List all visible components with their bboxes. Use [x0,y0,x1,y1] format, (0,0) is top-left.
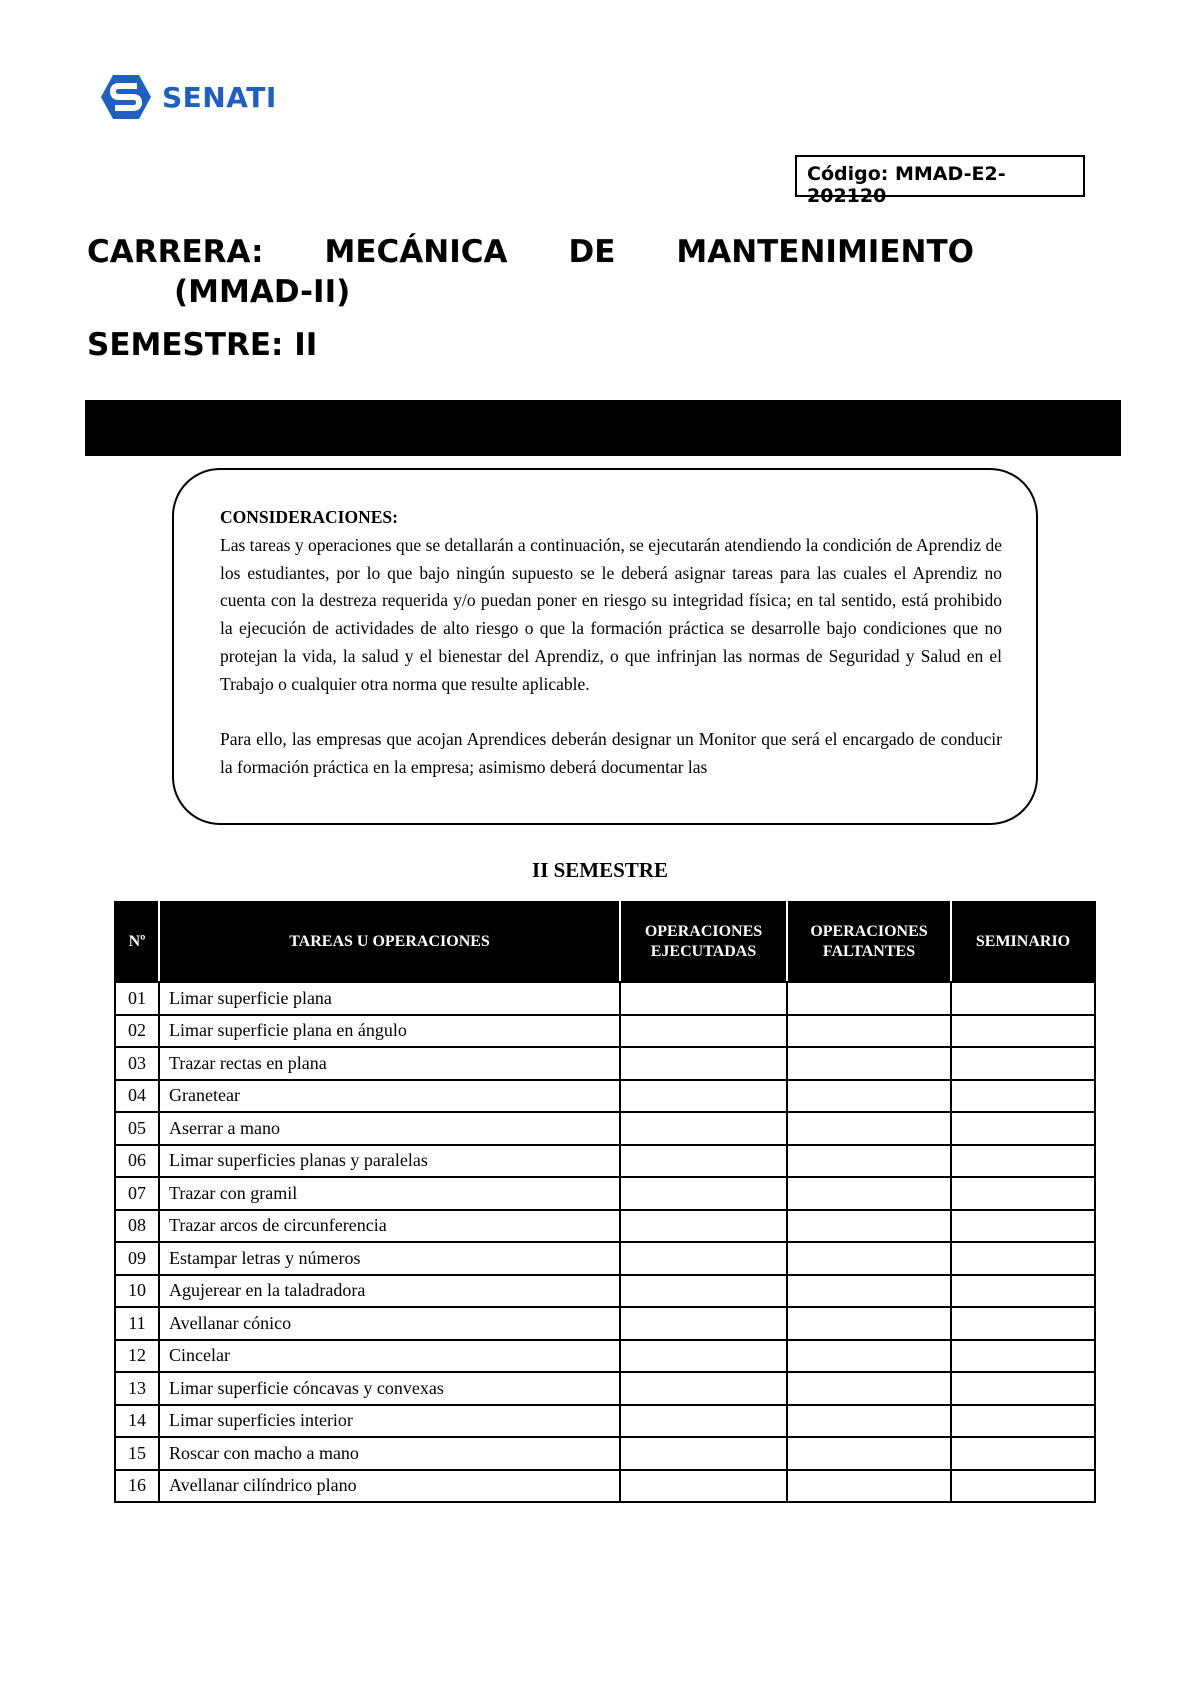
row-seminar-cell [951,1015,1095,1048]
row-missing-cell [787,1405,951,1438]
carrera-label: CARRERA: [87,234,264,270]
row-seminar-cell [951,1080,1095,1113]
row-number: 10 [115,1275,159,1308]
row-task: Agujerear en la taladradora [159,1275,620,1308]
document-code: Código: MMAD-E2-202120 [795,155,1085,197]
row-task: Limar superficies interior [159,1405,620,1438]
row-missing-cell [787,982,951,1015]
row-number: 15 [115,1437,159,1470]
row-missing-cell [787,1080,951,1113]
table-row [115,1080,1095,1113]
row-missing-cell [787,1210,951,1243]
table-row [115,982,1095,1015]
table-row [115,1307,1095,1340]
carrera-word-1: MECÁNICA [324,234,508,270]
row-number: 09 [115,1242,159,1275]
row-seminar-cell [951,1242,1095,1275]
carrera-word-3: MANTENIMIENTO [676,234,974,270]
row-task: Trazar con gramil [159,1177,620,1210]
row-number: 16 [115,1470,159,1503]
header-seminar: SEMINARIO [951,902,1095,982]
header-number: Nº [115,902,159,982]
row-executed-cell [620,1047,787,1080]
table-header-row [115,902,1095,982]
row-seminar-cell [951,1307,1095,1340]
row-missing-cell [787,1242,951,1275]
row-task: Limar superficies planas y paralelas [159,1145,620,1178]
row-missing-cell [787,1437,951,1470]
row-executed-cell [620,1242,787,1275]
consideraciones-box [172,468,1038,825]
row-number: 13 [115,1372,159,1405]
row-executed-cell [620,1015,787,1048]
row-seminar-cell [951,1275,1095,1308]
row-executed-cell [620,1340,787,1373]
semestre-heading: SEMESTRE: II [87,327,318,363]
row-task: Limar superficie cóncavas y convexas [159,1372,620,1405]
row-seminar-cell [951,1177,1095,1210]
row-executed-cell [620,1210,787,1243]
table-row [115,1145,1095,1178]
row-executed-cell [620,1437,787,1470]
row-missing-cell [787,1112,951,1145]
row-task: Trazar rectas en plana [159,1047,620,1080]
table-row [115,1015,1095,1048]
table-row [115,1372,1095,1405]
logo-text: SENATI [162,80,277,114]
row-number: 04 [115,1080,159,1113]
carrera-word-2: DE [568,234,616,270]
row-missing-cell [787,1307,951,1340]
row-number: 05 [115,1112,159,1145]
row-executed-cell [620,1177,787,1210]
row-missing-cell [787,1177,951,1210]
row-task: Avellanar cilíndrico plano [159,1470,620,1503]
table-row [115,1177,1095,1210]
senati-logo [100,73,277,121]
black-banner [85,400,1121,456]
row-seminar-cell [951,982,1095,1015]
table-row [115,1047,1095,1080]
row-executed-cell [620,1372,787,1405]
row-seminar-cell [951,1340,1095,1373]
row-number: 08 [115,1210,159,1243]
row-task: Limar superficie plana en ángulo [159,1015,620,1048]
row-missing-cell [787,1340,951,1373]
consideraciones-paragraph-1: Las tareas y operaciones que se detallarán a continuación, se ejecutarán atendiendo la condición de Aprendiz de los estudiantes, por lo que bajo ningún supuesto se le deberá asignar tareas para las cuales el Aprendiz no cuenta con la destreza requerida y/o puedan poner en riesgo su integridad física; en tal sentido, está prohibido la ejecución de actividades de alto riesgo o que la formación práctica se desarrolle bajo condiciones que no protejan la vida, la salud y el bienestar del Aprendiz, o que infrinjan las normas de Seguridad y Salud en el Trabajo o cualquier otra norma que resulte aplicable. [220,534,1002,694]
senati-logo-icon [100,73,152,121]
row-seminar-cell [951,1437,1095,1470]
table-row [115,1112,1095,1145]
row-number: 01 [115,982,159,1015]
table-row [115,1242,1095,1275]
row-executed-cell [620,1145,787,1178]
table-row [115,1437,1095,1470]
table-row [115,1275,1095,1308]
row-task: Trazar arcos de circunferencia [159,1210,620,1243]
row-task: Cincelar [159,1340,620,1373]
consideraciones-paragraph-2: Para ello, las empresas que acojan Aprendices deberán designar un Monitor que será el encargado de conducir la formación práctica en la empresa; asimismo deberá documentar las [220,729,1002,778]
row-missing-cell [787,1015,951,1048]
row-executed-cell [620,1470,787,1503]
section-title: II SEMESTRE [532,858,668,882]
row-number: 12 [115,1340,159,1373]
row-missing-cell [787,1047,951,1080]
row-executed-cell [620,1275,787,1308]
table-row [115,1470,1095,1503]
carrera-heading [87,232,974,312]
row-task: Granetear [159,1080,620,1113]
row-missing-cell [787,1145,951,1178]
row-missing-cell [787,1275,951,1308]
row-seminar-cell [951,1470,1095,1503]
table-row [115,1405,1095,1438]
row-seminar-cell [951,1047,1095,1080]
row-executed-cell [620,1112,787,1145]
row-number: 02 [115,1015,159,1048]
row-executed-cell [620,982,787,1015]
carrera-code: (MMAD-II) [174,274,351,310]
row-task: Roscar con macho a mano [159,1437,620,1470]
row-seminar-cell [951,1112,1095,1145]
row-number: 11 [115,1307,159,1340]
table-row [115,1340,1095,1373]
row-executed-cell [620,1080,787,1113]
header-tasks: TAREAS U OPERACIONES [159,902,620,982]
row-executed-cell [620,1307,787,1340]
row-executed-cell [620,1405,787,1438]
row-number: 06 [115,1145,159,1178]
row-task: Avellanar cónico [159,1307,620,1340]
row-task: Limar superficie plana [159,982,620,1015]
row-seminar-cell [951,1372,1095,1405]
row-missing-cell [787,1372,951,1405]
row-number: 07 [115,1177,159,1210]
row-task: Estampar letras y números [159,1242,620,1275]
row-seminar-cell [951,1405,1095,1438]
row-seminar-cell [951,1145,1095,1178]
tasks-table [114,901,1096,1503]
consideraciones-title: CONSIDERACIONES: [220,507,398,527]
header-executed: OPERACIONES EJECUTADAS [620,902,787,982]
row-task: Aserrar a mano [159,1112,620,1145]
row-number: 03 [115,1047,159,1080]
row-number: 14 [115,1405,159,1438]
table-row [115,1210,1095,1243]
row-seminar-cell [951,1210,1095,1243]
header-missing: OPERACIONES FALTANTES [787,902,951,982]
row-missing-cell [787,1470,951,1503]
